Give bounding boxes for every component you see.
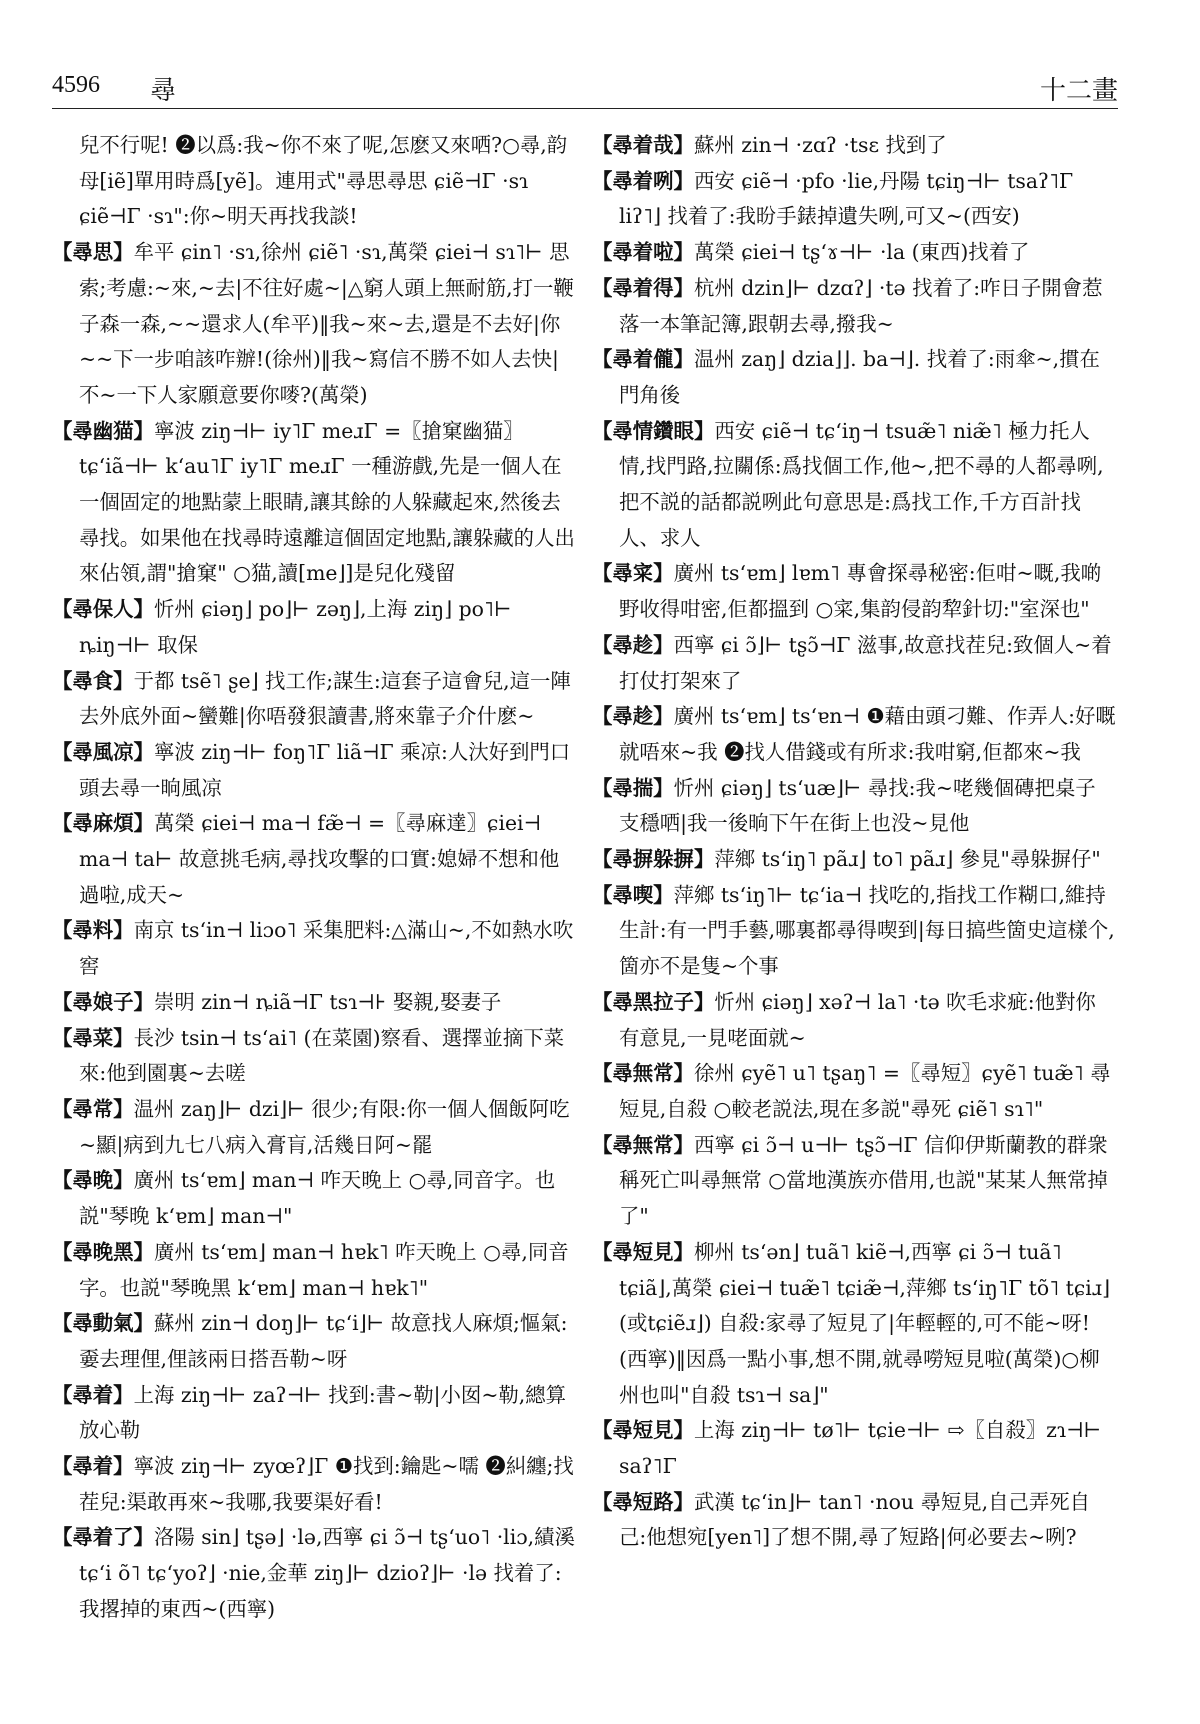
left-column <box>52 128 582 1628</box>
entry-definition: 牟平 ɕin˥ ·sɿ,徐州 ɕiẽ˥ ·sɿ,萬榮 ɕiei⊣ sɿ˥⊢ 思索;考慮:~來,~去|不往好處~|△窮人頭上無耐筋,打一鞭子森一森,~~還求人(牟平)‖我~來~去,還是不去好|你~~下一步咱該咋辦!(徐州)‖我~寫信不勝不如人去快|不~一下人家願意要你嘜?(萬榮) <box>79 240 574 407</box>
entry-definition: 崇明 zin⊣ ȵiã⊣Γ tsɿ⊣⊦ 娶親,娶妻子 <box>153 989 502 1014</box>
entry-headword: 【尋着了】 <box>52 1525 154 1550</box>
entry-definition: 廣州 tsʻɐm⌋ man⊣ hɐk˥ 咋天晚上 ○尋,同音字。也説"琴晚黑 kʻɐm⌋ man⊣ hɐk˥" <box>79 1239 569 1300</box>
dictionary-entry <box>52 414 576 593</box>
entry-headword: 【尋麻煩】 <box>52 811 154 836</box>
dictionary-entry <box>592 164 1116 235</box>
entry-definition: 南京 tsʻin⊣ liɔo˥ 采集肥料:△滿山~,不如熱水吹窖 <box>79 918 574 979</box>
entry-headword: 【尋着啦】 <box>592 240 694 265</box>
entry-headword: 【尋趁】 <box>592 704 674 729</box>
entry-definition: 西寧 ɕi ɔ̃⌋⊢ tʂɔ̃⊣Γ 滋事,故意找茬兒:致個人~着打仗打架來了 <box>619 632 1112 693</box>
dictionary-entry <box>52 1235 576 1306</box>
section-title: 十二畫 <box>1039 76 1118 106</box>
entry-definition: 温州 zaŋ⌋ dzia⌋⌋. ba⊣⌋. 找着了:雨傘~,摜在門角後 <box>619 347 1100 407</box>
dictionary-entry <box>52 985 576 1021</box>
dictionary-entry <box>52 235 576 414</box>
entry-definition: 兒不行呢! ❷以爲:我~你不來了呢,怎麽又來哂?○尋,韵母[iẽ]單用時爲[yẽ]。連用式"尋思尋思 ɕiẽ⊣Γ ·sɿ ɕiẽ⊣Γ ·sɿ":你~明天再找我談! <box>79 133 568 229</box>
entry-definition: 忻州 ɕiəŋ⌋ xəʔ⊣ la˥ ·tə 吹毛求疵:他對你有意見,一見咾面就~ <box>619 989 1096 1050</box>
entry-headword: 【尋短路】 <box>592 1489 694 1514</box>
dictionary-entry <box>592 1128 1116 1235</box>
entry-definition: 西安 ɕiẽ⊣ ·pfo ·lie,丹陽 tɕiŋ⊣⊢ tsaʔ˥Γ liʔ˥⌋ 找着了:我昐手錶掉遺失咧,可又~(西安) <box>619 168 1080 229</box>
entry-headword: 【尋菜】 <box>52 1025 134 1050</box>
entry-definition: 上海 ziŋ⊣⊢ zaʔ⊣⊢ 找到:書~勒|小囡~勒,總算放心勒 <box>79 1382 567 1443</box>
entry-headword: 【尋常】 <box>52 1096 134 1121</box>
entry-headword: 【尋短見】 <box>592 1418 694 1443</box>
entry-definition: 寧波 ziŋ⊣⊢ foŋ˥Γ liã⊣Γ 乘凉:人汏好到門口頭去尋一晌風凉 <box>79 739 571 800</box>
dictionary-entry <box>52 664 576 735</box>
entry-headword: 【尋短見】 <box>592 1239 694 1264</box>
entry-definition: 萬榮 ɕiei⊣ ma⊣ fæ̃⊣ =〖尋麻達〗ɕiei⊣ ma⊣ ta⊢ 故意挑毛病,尋找攻擊的口實:媳婦不想和他過啦,成天~ <box>79 811 560 907</box>
entry-headword: 【尋幽猫】 <box>52 418 154 443</box>
entry-definition: 蘇州 zin⊣ doŋ⌋⊢ tɕʻi⌋⊢ 故意找人麻煩;慪氣:嫑去理俚,俚該兩日搭吾勒~呀 <box>79 1311 568 1371</box>
dictionary-entry <box>52 1092 576 1163</box>
entry-definition: 寧波 ziŋ⊣⊢ zyœʔ⌋Γ ❶找到:鑰匙~嚅 ❷糾纏;找茬兒:渠敢再來~我哪,我要渠好看! <box>79 1454 574 1514</box>
dictionary-entry <box>592 878 1116 985</box>
dictionary-entry <box>52 592 576 663</box>
dictionary-entry <box>52 806 576 913</box>
entry-headword: 【尋趁】 <box>592 632 674 657</box>
page-header <box>52 62 1118 109</box>
entry-headword: 【尋摒躲摒】 <box>592 847 715 872</box>
entry-definition: 于都 tsẽ˥ ʂe⌋ 找工作;謀生:這套子這會兒,這一陣去外底外面~蠻難|你唔發狠讀書,將來靠子介什麽~ <box>79 668 571 729</box>
dictionary-entry <box>52 1163 576 1234</box>
entry-headword: 【尋無常】 <box>592 1061 694 1086</box>
dictionary-entry <box>592 628 1116 699</box>
entry-headword: 【尋着得】 <box>592 275 694 300</box>
entry-headword: 【尋保人】 <box>52 597 154 622</box>
entry-headword: 【尋着哉】 <box>592 133 694 157</box>
entry-headword: 【尋料】 <box>52 918 134 943</box>
entry-definition: 萬榮 ɕiei⊣ tʂʻɤ⊣⊢ ·la (東西)找着了 <box>693 240 1030 265</box>
running-head-character: 尋 <box>150 76 177 106</box>
entry-headword: 【尋晚黑】 <box>52 1239 154 1264</box>
dictionary-entry <box>592 271 1116 342</box>
entry-definition: 長沙 tsin⊣ tsʻai˥ (在菜園)察看、選擇並摘下菜來:他到園裏~去嗟 <box>79 1025 565 1086</box>
entry-definition: 武漢 tɕʻin⌋⊢ tan˥ ·nou 尋短見,自己弄死自己:他想宛[yen˥]了想不開,尋了短路|何必要去~咧? <box>619 1489 1091 1550</box>
dictionary-entry <box>52 1378 576 1449</box>
entry-headword: 【尋着】 <box>52 1382 134 1407</box>
dictionary-entry <box>592 128 1116 164</box>
dictionary-entry <box>52 735 576 806</box>
entry-headword: 【尋晚】 <box>52 1168 134 1193</box>
dictionary-entry <box>52 1021 576 1092</box>
entry-definition: 忻州 ɕiəŋ⌋ po⌋⊢ zəŋ⌋,上海 ziŋ⌋ po˥⊢ ȵiŋ⊣⊢ 取保 <box>79 597 518 657</box>
entry-headword: 【尋食】 <box>52 668 134 693</box>
dictionary-entry <box>592 842 1116 878</box>
dictionary-entry <box>52 128 576 235</box>
entry-definition: 洛陽 sin⌋ tʂə⌋ ·lə,西寧 ɕi ɔ̃⊣ tʂʻuo˥ ·liɔ,績溪 tɕʻi õ˥ tɕʻyoʔ⌋ ·nie,金華 ziŋ⌋⊢ dzioʔ⌋⊢ ·lə 找着了:我撂掉的東西~(西寧) <box>79 1525 582 1621</box>
dictionary-entry <box>592 235 1116 271</box>
dictionary-entry <box>592 1235 1116 1414</box>
dictionary-entry <box>52 1306 576 1377</box>
dictionary-entry <box>592 1413 1116 1484</box>
entry-headword: 【尋着咧】 <box>592 168 694 193</box>
entry-headword: 【尋無常】 <box>592 1132 694 1157</box>
entry-definition: 蘇州 zin⊣ ·zɑʔ ·tsɛ 找到了 <box>693 133 947 157</box>
entry-headword: 【尋娘子】 <box>52 989 154 1014</box>
entry-definition: 上海 ziŋ⊣⊢ tø˥⊢ tɕie⊣⊢ ⇨〖自殺〗zɿ⊣⊢ saʔ˥Γ <box>619 1418 1108 1479</box>
entry-definition: 萍鄉 tsʻiŋ˥ pãɹ⌋ to˥ pãɹ⌋ 參見"尋躲摒仔" <box>714 847 1101 872</box>
entry-headword: 【尋情鑽眼】 <box>592 418 715 443</box>
entry-definition: 廣州 tsʻɐm⌋ man⊣ 咋天晚上 ○尋,同音字。也説"琴晚 kʻɐm⌋ man⊣" <box>79 1168 556 1229</box>
entry-headword: 【尋着】 <box>52 1454 134 1479</box>
dictionary-entry <box>52 1520 582 1627</box>
entry-definition: 廣州 tsʻɐm⌋ lɐm˥ 專會探尋秘密:佢咁~嘅,我啲野收得咁密,佢都搵到 ○寀,集韵侵韵犂針切:"室深也" <box>619 561 1102 622</box>
dictionary-entry <box>52 1449 576 1520</box>
page-number: 4596 <box>52 72 100 98</box>
entry-headword: 【尋寀】 <box>592 561 674 586</box>
entry-headword: 【尋風凉】 <box>52 739 154 764</box>
dictionary-entry <box>592 414 1116 557</box>
entry-definition: 西寧 ɕi ɔ̃⊣ u⊣⊢ tʂɔ̃⊣Γ 信仰伊斯蘭教的群衆稱死亡叫尋無常 ○當地漢族亦借用,也説"某某人無常掉了" <box>619 1132 1108 1229</box>
dictionary-entry <box>592 556 1116 627</box>
right-column <box>592 128 1116 1556</box>
entry-headword: 【尋揣】 <box>592 775 674 800</box>
entry-definition: 西安 ɕiẽ⊣ tɕʻiŋ⊣ tsuæ̃˥ niæ̃˥ 極力托人情,找門路,拉關係:爲找個工作,他~,把不尋的人都尋咧,把不説的話都説咧此句意思是:爲找工作,千方百計找人、求人 <box>619 418 1104 550</box>
entry-headword: 【尋思】 <box>52 240 134 265</box>
entry-headword: 【尋喫】 <box>592 882 674 907</box>
dictionary-entry <box>592 985 1116 1056</box>
entry-definition: 徐州 ɕyẽ˥ u˥ tʂaŋ˥ =〖尋短〗ɕyẽ˥ tuæ̃˥ 尋短見,自殺 ○較老説法,現在多説"尋死 ɕiẽ˥ sɿ˥" <box>619 1061 1111 1121</box>
dictionary-entry <box>592 699 1116 770</box>
dictionary-entry <box>52 913 576 984</box>
entry-definition: 萍鄉 tsʻiŋ˥⊢ tɕʻia⊣ 找吃的,指找工作糊口,維持生計:有一門手藝,哪裏都尋得喫到|每日搞些箇史這樣个,箇亦不是隻~个事 <box>619 882 1115 979</box>
dictionary-entry <box>592 771 1116 842</box>
entry-definition: 寧波 ziŋ⊣⊢ iy˥Γ meɹΓ =〖搶窠幽猫〗 tɕʻiã⊣⊢ kʻau˥Γ iy˥Γ meɹΓ 一種游戲,先是一個人在一個固定的地點蒙上眼睛,讓其餘的人躲藏起來,然後去尋找。如果他在找尋時遠離這個固定地點,讓躲藏的人出來佔領,謂"搶窠" ○猫,讀[me⌋]是兒化殘留 <box>79 418 575 586</box>
entry-headword: 【尋着儱】 <box>592 347 694 372</box>
entry-definition: 温州 zaŋ⌋⊢ dzi⌋⊢ 很少;有限:你一個人個飯阿吃~顯|病到九七八病入膏肓,活幾日阿~罷 <box>79 1096 570 1157</box>
entry-definition: 杭州 dzin⌋⊢ dzɑʔ⌋ ·tə 找着了:咋日子開會惹落一本筆記簿,跟朝去尋,撥我~ <box>619 275 1103 336</box>
dictionary-entry <box>592 342 1116 413</box>
entry-definition: 柳州 tsʻən⌋ tuã˥ kiẽ⊣,西寧 ɕi ɔ̃⊣ tuã˥ tɕiã⌋,萬榮 ɕiei⊣ tuæ̃˥ tɕiæ̃⊣,萍鄉 tsʻiŋ˥Γ tõ˥ tɕiɹ⌋(或tɕiẽɹ⌋) 自殺:家尋了短見了|年輕輕的,可不能~呀!(西寧)‖因爲一點小事,想不開,就尋嘮短見啦(萬榮)○柳州也叫"自殺 tsɿ⊣ sa⌋" <box>619 1239 1110 1407</box>
entry-headword: 【尋動氣】 <box>52 1311 154 1336</box>
dictionary-entry <box>592 1056 1116 1127</box>
entry-definition: 廣州 tsʻɐm⌋ tsʻɐn⊣ ❶藉由頭刁難、作弄人:好嘅就唔來~我 ❷找人借錢或有所求:我咁窮,佢都來~我 <box>619 704 1116 764</box>
dictionary-entry <box>592 1485 1116 1556</box>
entry-definition: 忻州 ɕiəŋ⌋ tsʻuæ⌋⊢ 尋找:我~咾幾個磚把桌子支穩哂|我一後晌下午在街上也没~見他 <box>619 775 1096 836</box>
entry-headword: 【尋黑拉子】 <box>592 989 715 1014</box>
